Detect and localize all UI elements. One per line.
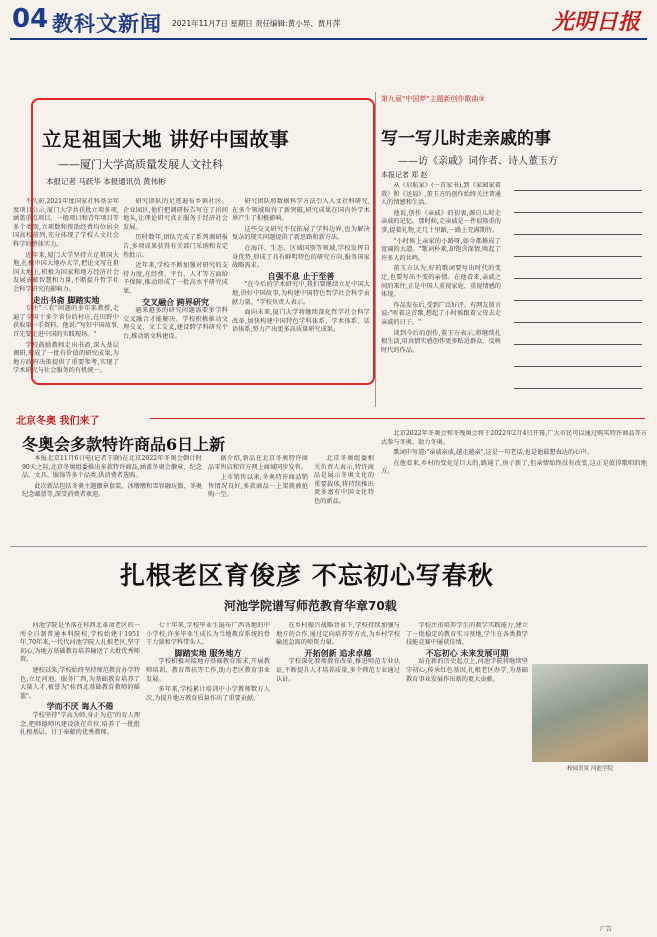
paragraph: 从《启航家》(一首家书),到《家园家着我》和《送福》,董玉方的创作始终关注普通人的情感和生活。 xyxy=(381,182,501,207)
paragraph: 作品发布后,受到广泛好评。有网友留言说:"听着这首歌,想起了小时候跟着父母去走亲戚的日子。" xyxy=(381,301,501,326)
story4-subhead: 不忘初心 未来发展可期 xyxy=(425,648,509,658)
paragraph: 学校深化教师教育改革,推进师范专业认证,不断提升人才培养质量,多个师范专业通过认证。 xyxy=(276,658,400,683)
date-line: 2021年11月7日 星期日 责任编辑:黄小异、贾月萍 xyxy=(172,19,341,28)
music-score-image xyxy=(508,178,648,406)
story3-column-2 xyxy=(208,455,308,541)
paragraph: 学校注重培养学生的教学实践能力,建立了一批稳定的教育实习基地,学生在各类教学技能竞赛中屡获佳绩。 xyxy=(406,622,528,647)
story4-headline[interactable]: 扎根老区育俊彦 不忘初心写春秋 xyxy=(120,561,494,590)
story4-column-3 xyxy=(276,622,400,860)
column-divider xyxy=(375,92,376,407)
paragraph: 多年来,学校累计培训中小学教师数万人次,为提升地方教育质量作出了重要贡献。 xyxy=(146,686,270,702)
paragraph: 这些交叉研究不仅拓展了学科边界,也为解决复杂的现实问题提供了新思路和新方法。 xyxy=(232,225,370,242)
paragraph: "在今后的学术研究中,我们要继续立足中国大地,讲好中国故事,为构建中国特色哲学社会科学贡献力量。"学校负责人表示。 xyxy=(232,281,370,306)
paragraph: 上市销售以来,冬奥特许商品销售情况良好,多款商品一上架就被抢购一空。 xyxy=(208,474,308,499)
story2-byline: 本报记者 郑 赵 xyxy=(381,171,428,179)
page-number: 04 xyxy=(12,4,49,34)
story2-subheadline: ——访《亲戚》词作者、诗人董玉方 xyxy=(398,156,558,167)
paragraph: 在海洋、生态、区域国别等领域,学校发挥自身优势,形成了具有鲜明特色的研究方向,服务国家战略需求。 xyxy=(232,244,370,270)
paragraph: 站在新的历史起点上,河池学院将继续坚守初心,传承红色基因,扎根老区办学,为基础教育事业发展作出新的更大贡献。 xyxy=(406,658,528,683)
paragraph: 此次新品包括冬奥主题徽章套装、冰墩墩和雪容融玩偶、冬奥纪念邮票等,深受消费者欢迎。 xyxy=(22,482,202,499)
story2-column-1 xyxy=(381,182,501,407)
paragraph: 越来越多的研究问题需要多学科交叉融合才能解决。学校积极推动文理交叉、文工交叉,建设跨学科研究平台,推动新文科建设。 xyxy=(123,307,228,340)
paragraph: 谈到今后的创作,董玉方表示,将继续扎根生活,用真情实感创作更多贴近群众、反映时代的作品。 xyxy=(381,329,501,354)
paragraph: 专注"三农"问题的多年来教授,走遍了全国十多个省份的村庄,在田野中获取第一手资料。他说:"写好中国故事,首先要走进中国的实践现场。" xyxy=(13,305,119,338)
story4-subhead: 学而不厌 诲人不倦 xyxy=(46,702,114,712)
story2-headline[interactable]: 写一写儿时走亲戚的事 xyxy=(381,129,551,149)
paragraph: 研究团队的足迹遍布乡镇社区、企业园区,他们把调研报告写在了田间地头,让理论研究真正服务于经济社会发展。 xyxy=(123,198,228,231)
paragraph: 不久前,2021年度国家社科基金年度项目公示,厦门大学共获批立项多项,涵盖重点项目、一般项目和青年项目等多个类别,立项数和资助经费均位居全国高校前列,充分体现了学校人文社会科学的整体实力。 xyxy=(13,198,119,248)
paragraph: 在他看来,乡村的变化是巨大的,路通了,房子新了,但亲情始终没有改变,这正是值得歌唱的地方。 xyxy=(381,459,647,476)
paragraph: 本报北京11月6日电(记者王晓)在北京2022年冬奥会倒计时90天之际,北京冬奥组委推出多款特许商品,涵盖冬奥会徽章、纪念品、文具、服饰等多个品类,供消费者选购。 xyxy=(22,455,202,480)
paragraph: 他说,创作《亲戚》的初衷,源自儿时走亲戚的记忆。那时候,走亲戚是一件很隆重的事,提着礼物,走几十里路,一路上充满期待。 xyxy=(381,209,501,234)
paragraph: 面向未来,厦门大学将继续深化哲学社会科学改革,加快构建中国特色学科体系、学术体系、话语体系,努力产出更多高质量研究成果。 xyxy=(232,309,370,334)
newspaper-logo: 光明日报 xyxy=(552,9,641,35)
paragraph: 歌词中写道:"亲戚亲戚,越走越亲",这是一句老话,也是他最想表达的心声。 xyxy=(393,449,593,457)
section-divider xyxy=(10,546,647,547)
paragraph: 七十年来,学校毕业生遍布广西各地的中小学校,许多毕业生成长为当地教育系统的骨干力量和学科带头人。 xyxy=(146,622,270,647)
story3-headline[interactable]: 冬奥会多款特许商品6日上新 xyxy=(22,435,226,454)
paragraph: "小时候上亲家的小路呀,如今都修成了宽阔的大道。"歌词朴素,却饱含深情,唤起了许多人的共鸣。 xyxy=(381,237,501,262)
paragraph: 据介绍,新品在北京冬奥特许商品零售店和官方网上商城同步发售。 xyxy=(208,455,308,471)
story1-column-2 xyxy=(123,198,228,403)
paragraph: 北京冬奥组委相关负责人表示,特许商品是展示冬奥文化的重要载体,将持续推出更多富有中国文化特色的新品。 xyxy=(314,455,374,505)
story1-column-3 xyxy=(232,198,370,403)
story1-subhead: 走出书斋 脚踏实地 xyxy=(32,295,100,305)
story1-subhead: 自强不息 止于至善 xyxy=(267,271,335,281)
paragraph: 近年来,厦门大学坚持立足祖国大地,扎根中国大地办大学,把论文写在祖国大地上,积极为国家和地方经济社会发展贡献智慧和力量,不断提升哲学社会科学研究的影响力。 xyxy=(13,251,119,293)
story4-column-4 xyxy=(406,622,528,860)
story4-subhead: 脚踏实地 服务地方 xyxy=(174,648,242,658)
story4-column-2 xyxy=(146,622,270,860)
story2-continued xyxy=(381,430,647,541)
section-band-title: 北京冬奥 我们来了 xyxy=(16,416,100,427)
paragraph: 在乡村振兴战略背景下,学校持续加强与地方的合作,通过定向培养等方式,为乡村学校输送急需的师资力量。 xyxy=(276,622,400,647)
paragraph: 董玉方认为,好的歌词要写出时代的变迁,也要写出不变的亲情。在他看来,亲戚之间的来往,正是中国人重视家庭、重视情感的体现。 xyxy=(381,265,501,299)
paragraph: 学校积极对接地方基础教育需求,开展教师培训、教育帮扶等工作,助力老区教育事业发展。 xyxy=(146,658,270,683)
band-rule xyxy=(150,418,645,419)
story4-column-1 xyxy=(20,622,140,860)
story1-headline[interactable]: 立足祖国大地 讲好中国故事 xyxy=(42,128,290,151)
paragraph: 北京2022年冬奥会和冬残奥会将于2022年2月4日开幕,广大市民可以通过购买特许商品等方式参与冬奥、助力冬奥。 xyxy=(381,430,647,446)
paragraph: 近年来,学校不断加强对研究的支持力度,在经费、平台、人才等方面给予保障,推动形成了一批高水平研究成果。 xyxy=(123,262,228,295)
story2-series-tag: 第九届"中国梦"主题新创作歌曲③ xyxy=(381,95,485,103)
story1-subheadline: ——厦门大学高质量发展人文社科 xyxy=(58,158,223,171)
photo-caption: 校园美景 河池学院 xyxy=(567,766,613,772)
story1-column-1 xyxy=(13,198,119,403)
paragraph: 历时数年,团队完成了系列调研报告,多项成果获得有关部门采纳和肯定性批示。 xyxy=(123,234,228,259)
section-title: 教科文新闻 xyxy=(52,12,162,36)
masthead-rule xyxy=(10,38,647,40)
paragraph: 建校以来,学校始终坚持师范教育办学特色,立足河池、服务广西,为基础教育培养了大量人才,被誉为"桂西北基础教育教师的摇篮"。 xyxy=(20,666,140,700)
story1-byline: 本报记者 马跃华 本报通讯员 黄伟彬 xyxy=(46,177,166,186)
paragraph: 研究团队将数据科学方法引入人文社科研究,在多个领域取得了新突破,研究成果在国内外学术界产生了积极影响。 xyxy=(232,198,370,223)
paragraph: 学校鼓励教师走出书斋,深入基层调研,形成了一批有价值的研究成果,为地方政府决策提供了重要参考,实现了学术研究与社会服务的有机统一。 xyxy=(13,341,119,375)
story4-subhead: 开拓创新 追求卓越 xyxy=(304,648,372,658)
story4-subheadline: 河池学院谱写师范教育华章70载 xyxy=(224,599,397,613)
paragraph: 学校坚持"学高为师,身正为范"的育人理念,把师德师风建设放在首位,培养了一批批扎根基层、甘于奉献的优秀教师。 xyxy=(20,711,140,737)
campus-photo xyxy=(532,664,648,762)
story3-column-1 xyxy=(22,455,202,541)
story1-subhead: 交叉融合 跨界研究 xyxy=(142,297,209,307)
story3-column-3 xyxy=(314,455,374,541)
ad-label: 广告 xyxy=(600,926,613,933)
paragraph: 河池学院是坐落在桂西北革命老区的一所全日制普通本科院校,学校始建于1951年,70年来,一代代河池学院人扎根老区,坚守初心,为地方基础教育培养输送了大批优秀师资。 xyxy=(20,622,140,664)
